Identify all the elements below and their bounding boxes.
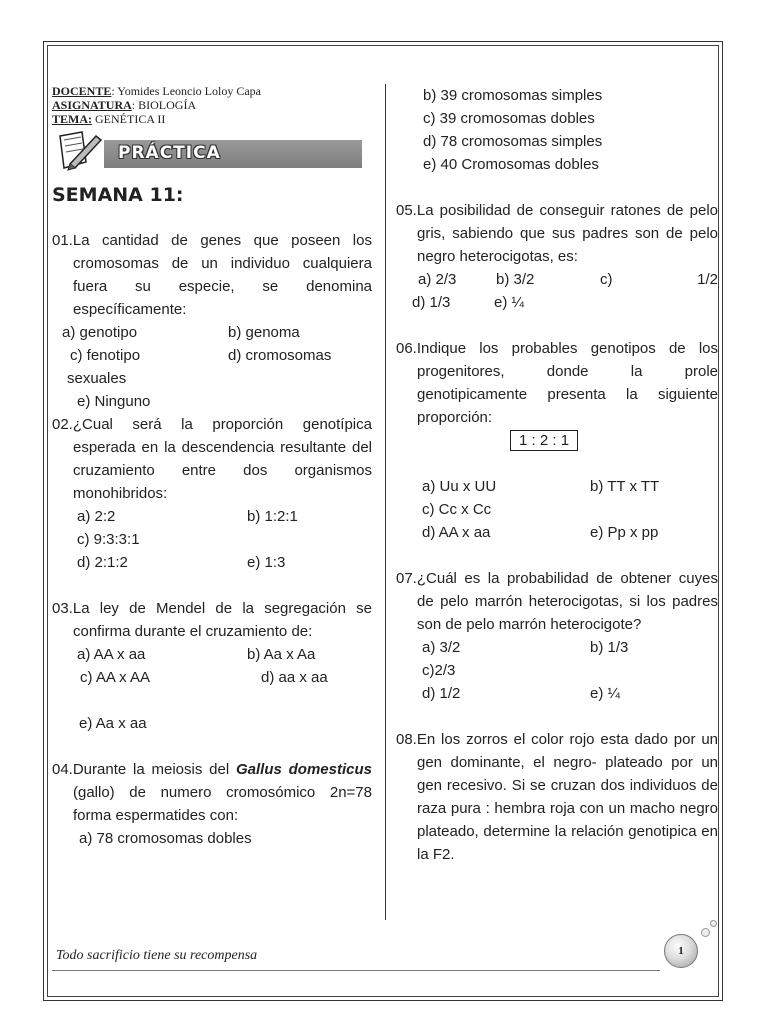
q1-option-e: e) Ninguno [77,393,151,410]
question-4-text-end: (gallo) de numero cromosómico 2n=78 forma espermatides con: [73,784,372,824]
practica-banner [52,128,372,172]
practica-bar [104,140,362,168]
q2-option-c: c) 9:3:3:1 [77,531,140,548]
question-4-text-start: 04.Durante la meiosis del [52,761,236,778]
question-5-text: 05.La posibilidad de conseguir ratones de pelo gris, sabiendo que sus padres son de pelo negro heterocigotas, es: [396,202,718,265]
page-number-badge: 1 [664,934,698,968]
q1-option-b: b) genoma [228,324,300,341]
q2-option-e: e) 1:3 [247,554,286,571]
q3-option-b: b) Aa x Aa [247,646,316,663]
q5-option-b: b) 3/2 [496,271,535,288]
q1-option-d: d) cromosomas [228,347,332,364]
practica-title: PRÁCTICA [118,143,221,163]
q5-option-c: c) [600,271,613,288]
question-8-text: 08.En los zorros el color rojo esta dado por un gen dominante, el negro- plateado por un gen recesivo. Si se cruzan dos individuos de raza pura : hembra roja con un macho negro plateado, determine la relación genotipica en la F2. [396,731,718,863]
q4-option-a: a) 78 cromosomas dobles [79,830,252,847]
question-4 [52,758,372,850]
q4-species: Gallus domesticus [235,761,372,778]
q2-option-b: b) 1:2:1 [247,508,298,525]
q3-option-c: c) AA x AA [80,669,151,686]
question-3 [52,597,372,735]
q2-option-d: d) 2:1:2 [77,554,128,571]
q7-option-d: d) 1/2 [422,685,461,702]
question-6 [396,337,718,544]
tema-label: TEMA: [52,112,92,126]
question-7 [396,567,718,705]
q1-option-c: c) fenotipo [70,347,141,364]
ratio-box: 1 : 2 : 1 [510,430,578,451]
left-column [52,84,372,850]
week-title: SEMANA 11: [52,184,184,206]
asignatura-value: : BIOLOGÍA [131,98,197,112]
docente-label: DOCENTE [52,84,112,98]
asignatura-label: ASIGNATURA [52,98,132,112]
footer-rule [52,970,660,971]
q3-option-e: e) Aa x aa [79,715,147,732]
q5-option-a: a) 2/3 [418,271,457,288]
question-3-text: 03.La ley de Mendel de la segregación se confirma durante el cruzamiento de: [52,600,372,640]
q5-option-d: d) 1/3 [412,294,451,311]
q5-option-c-value: 1/2 [697,271,718,288]
q6-option-d: d) AA x aa [422,524,491,541]
question-6-text: 06.Indique los probables genotipos de los progenitores, donde la prole genotipicamente presenta la siguiente proporción: [396,340,718,426]
q4-option-d: d) 78 cromosomas simples [423,133,603,150]
q1-option-d-cont: sexuales [67,370,127,387]
q3-option-d: d) aa x aa [261,669,328,686]
q3-option-a: a) AA x aa [77,646,146,663]
question-7-text: 07.¿Cuál es la probabilidad de obtener cuyes de pelo marrón heterocigotas, si los padres son de pelo marrón heterocigote? [396,570,718,633]
pencil-paper-icon [56,128,104,172]
q2-option-a: a) 2:2 [77,508,116,525]
q7-option-c: c)2/3 [422,662,456,679]
q6-option-c: c) Cc x Cc [422,501,492,518]
q6-option-a: a) Uu x UU [422,478,497,495]
decor-dot [710,920,717,927]
q4-option-e: e) 40 Cromosomas dobles [423,156,599,173]
question-2-text: 02.¿Cual será la proporción genotípica esperada en la descendencia resultante del cruzamiento entre dos organismos monohibridos: [52,416,372,502]
right-column [396,84,718,866]
tema-value: GENÉTICA II [92,112,166,126]
question-1 [52,229,372,413]
q1-option-a: a) genotipo [62,324,138,341]
question-8 [396,728,718,866]
q6-option-b: b) TT x TT [590,478,660,495]
docente-value: : Yomides Leoncio Loloy Capa [111,84,261,98]
q4-option-c: c) 39 cromosomas dobles [423,110,595,127]
q7-option-b: b) 1/3 [590,639,629,656]
column-divider [385,84,386,920]
question-2 [52,413,372,574]
question-5 [396,199,718,314]
q7-option-e: e) ¼ [590,685,621,702]
question-1-text: 01.La cantidad de genes que poseen los cromosomas de un individuo cualquiera fuera su especie, se denomina específicamente: [52,232,372,318]
q5-option-e: e) ¼ [494,294,525,311]
q7-option-a: a) 3/2 [422,639,461,656]
decor-dot [701,928,710,937]
q4-option-b: b) 39 cromosomas simples [423,87,603,104]
q6-option-e: e) Pp x pp [590,524,659,541]
header-block [52,84,372,126]
footer-motto: Todo sacrificio tiene su recompensa [56,948,258,963]
